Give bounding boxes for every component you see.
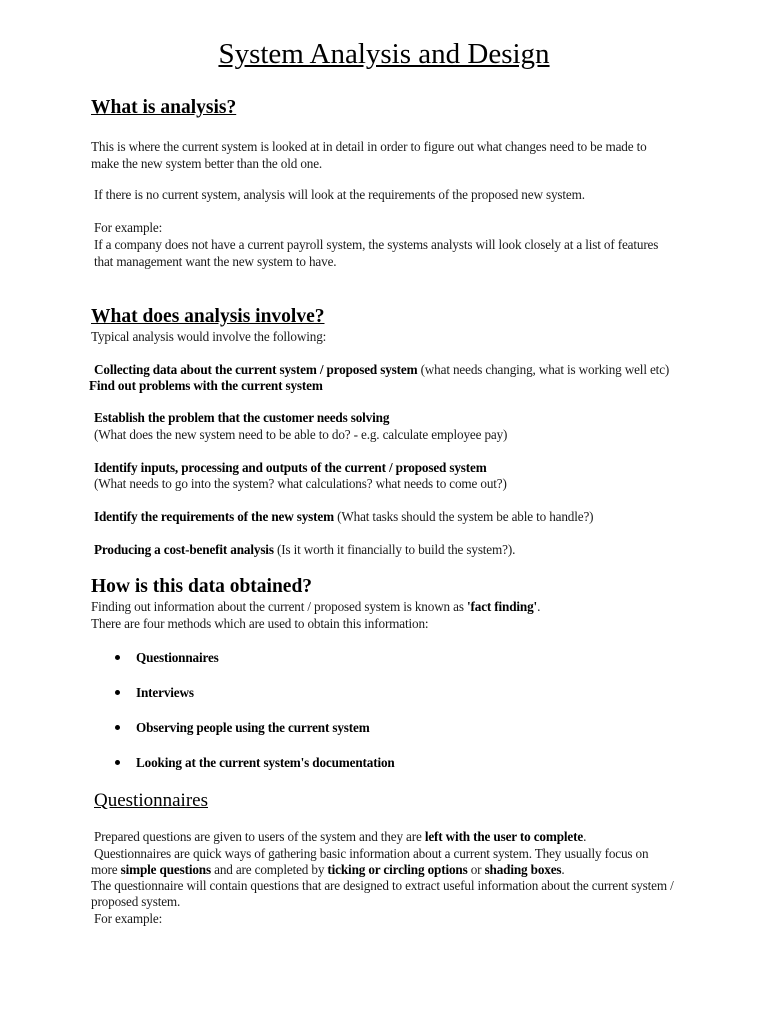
paragraph-line: proposed system.	[91, 894, 181, 909]
paragraph-line: For example:	[94, 220, 163, 235]
paragraph-line	[91, 598, 540, 615]
text-run: .	[537, 599, 541, 614]
paragraph-line: (What needs to go into the system? what calculations? what needs to come out?)	[94, 476, 507, 491]
page-title: System Analysis and Design	[218, 38, 550, 70]
analysis-item	[94, 508, 593, 525]
paragraph-line: The questionnaire will contain questions that are designed to extract useful information about the current system /	[91, 878, 674, 893]
text-bold: shading boxes	[484, 862, 562, 877]
analysis-item-bold: Identify the requirements of the new system	[94, 509, 334, 524]
paragraph-line: Questionnaires are quick ways of gathering basic information about a current system. They usually focus on	[94, 846, 649, 861]
paragraph-line	[94, 828, 586, 845]
analysis-item-bold: Producing a cost-benefit analysis	[94, 542, 274, 557]
analysis-item	[94, 409, 389, 426]
text-bold: 'fact finding'	[467, 599, 538, 614]
analysis-item-bold: Establish the problem that the customer needs solving	[94, 410, 390, 425]
text-bold: simple questions	[120, 862, 211, 877]
method-list-item: Questionnaires	[136, 650, 219, 665]
analysis-item-bold: Identify inputs, processing and outputs of the current / proposed system	[94, 460, 487, 475]
paragraph-line: that management want the new system to have.	[94, 254, 337, 269]
bullet-icon	[115, 725, 120, 730]
paragraph-line	[91, 861, 565, 878]
analysis-item	[94, 361, 669, 378]
text-run: Finding out information about the current / proposed system is known as	[91, 599, 467, 614]
text-bold: ticking or circling options	[327, 862, 468, 877]
paragraph-line: This is where the current system is looked at in detail in order to figure out what changes need to be made to	[91, 139, 647, 154]
text-run: or	[467, 862, 485, 877]
analysis-item	[94, 459, 487, 476]
paragraph-line: Typical analysis would involve the following:	[91, 329, 327, 344]
analysis-item-text: (what needs changing, what is working well etc)	[417, 362, 670, 377]
analysis-item	[89, 377, 323, 394]
text-bold: left with the user to complete	[424, 829, 584, 844]
paragraph-line: (What does the new system need to be able to do? - e.g. calculate employee pay)	[94, 427, 508, 442]
text-run: .	[583, 829, 587, 844]
paragraph-line: For example:	[94, 911, 163, 926]
paragraph-line: make the new system better than the old one.	[91, 156, 323, 171]
paragraph-line: If a company does not have a current payroll system, the systems analysts will look closely at a list of features	[94, 237, 659, 252]
analysis-item-bold: Find out problems with the current system	[89, 378, 323, 393]
heading-questionnaires: Questionnaires	[94, 790, 208, 811]
method-list-item: Observing people using the current system	[136, 720, 370, 735]
paragraph-line: There are four methods which are used to obtain this information:	[91, 616, 429, 631]
analysis-item-text: (Is it worth it financially to build the system?).	[273, 542, 516, 557]
text-run: and are completed by	[210, 862, 328, 877]
method-list-item: Looking at the current system's documentation	[136, 755, 395, 770]
text-run: Prepared questions are given to users of the system and they are	[94, 829, 425, 844]
analysis-item	[94, 541, 515, 558]
bullet-icon	[115, 690, 120, 695]
text-run: .	[561, 862, 565, 877]
text-run: more	[91, 862, 121, 877]
bullet-icon	[115, 655, 120, 660]
heading-what-is-analysis: What is analysis?	[91, 97, 237, 118]
bullet-icon	[115, 760, 120, 765]
heading-what-does-analysis-involve: What does analysis involve?	[91, 306, 325, 327]
heading-how-is-data-obtained: How is this data obtained?	[91, 576, 313, 597]
method-list-item: Interviews	[136, 685, 194, 700]
analysis-item-bold: Collecting data about the current system / proposed system	[94, 362, 418, 377]
paragraph-line: If there is no current system, analysis will look at the requirements of the proposed new system.	[94, 187, 585, 202]
analysis-item-text: (What tasks should the system be able to handle?)	[333, 509, 594, 524]
